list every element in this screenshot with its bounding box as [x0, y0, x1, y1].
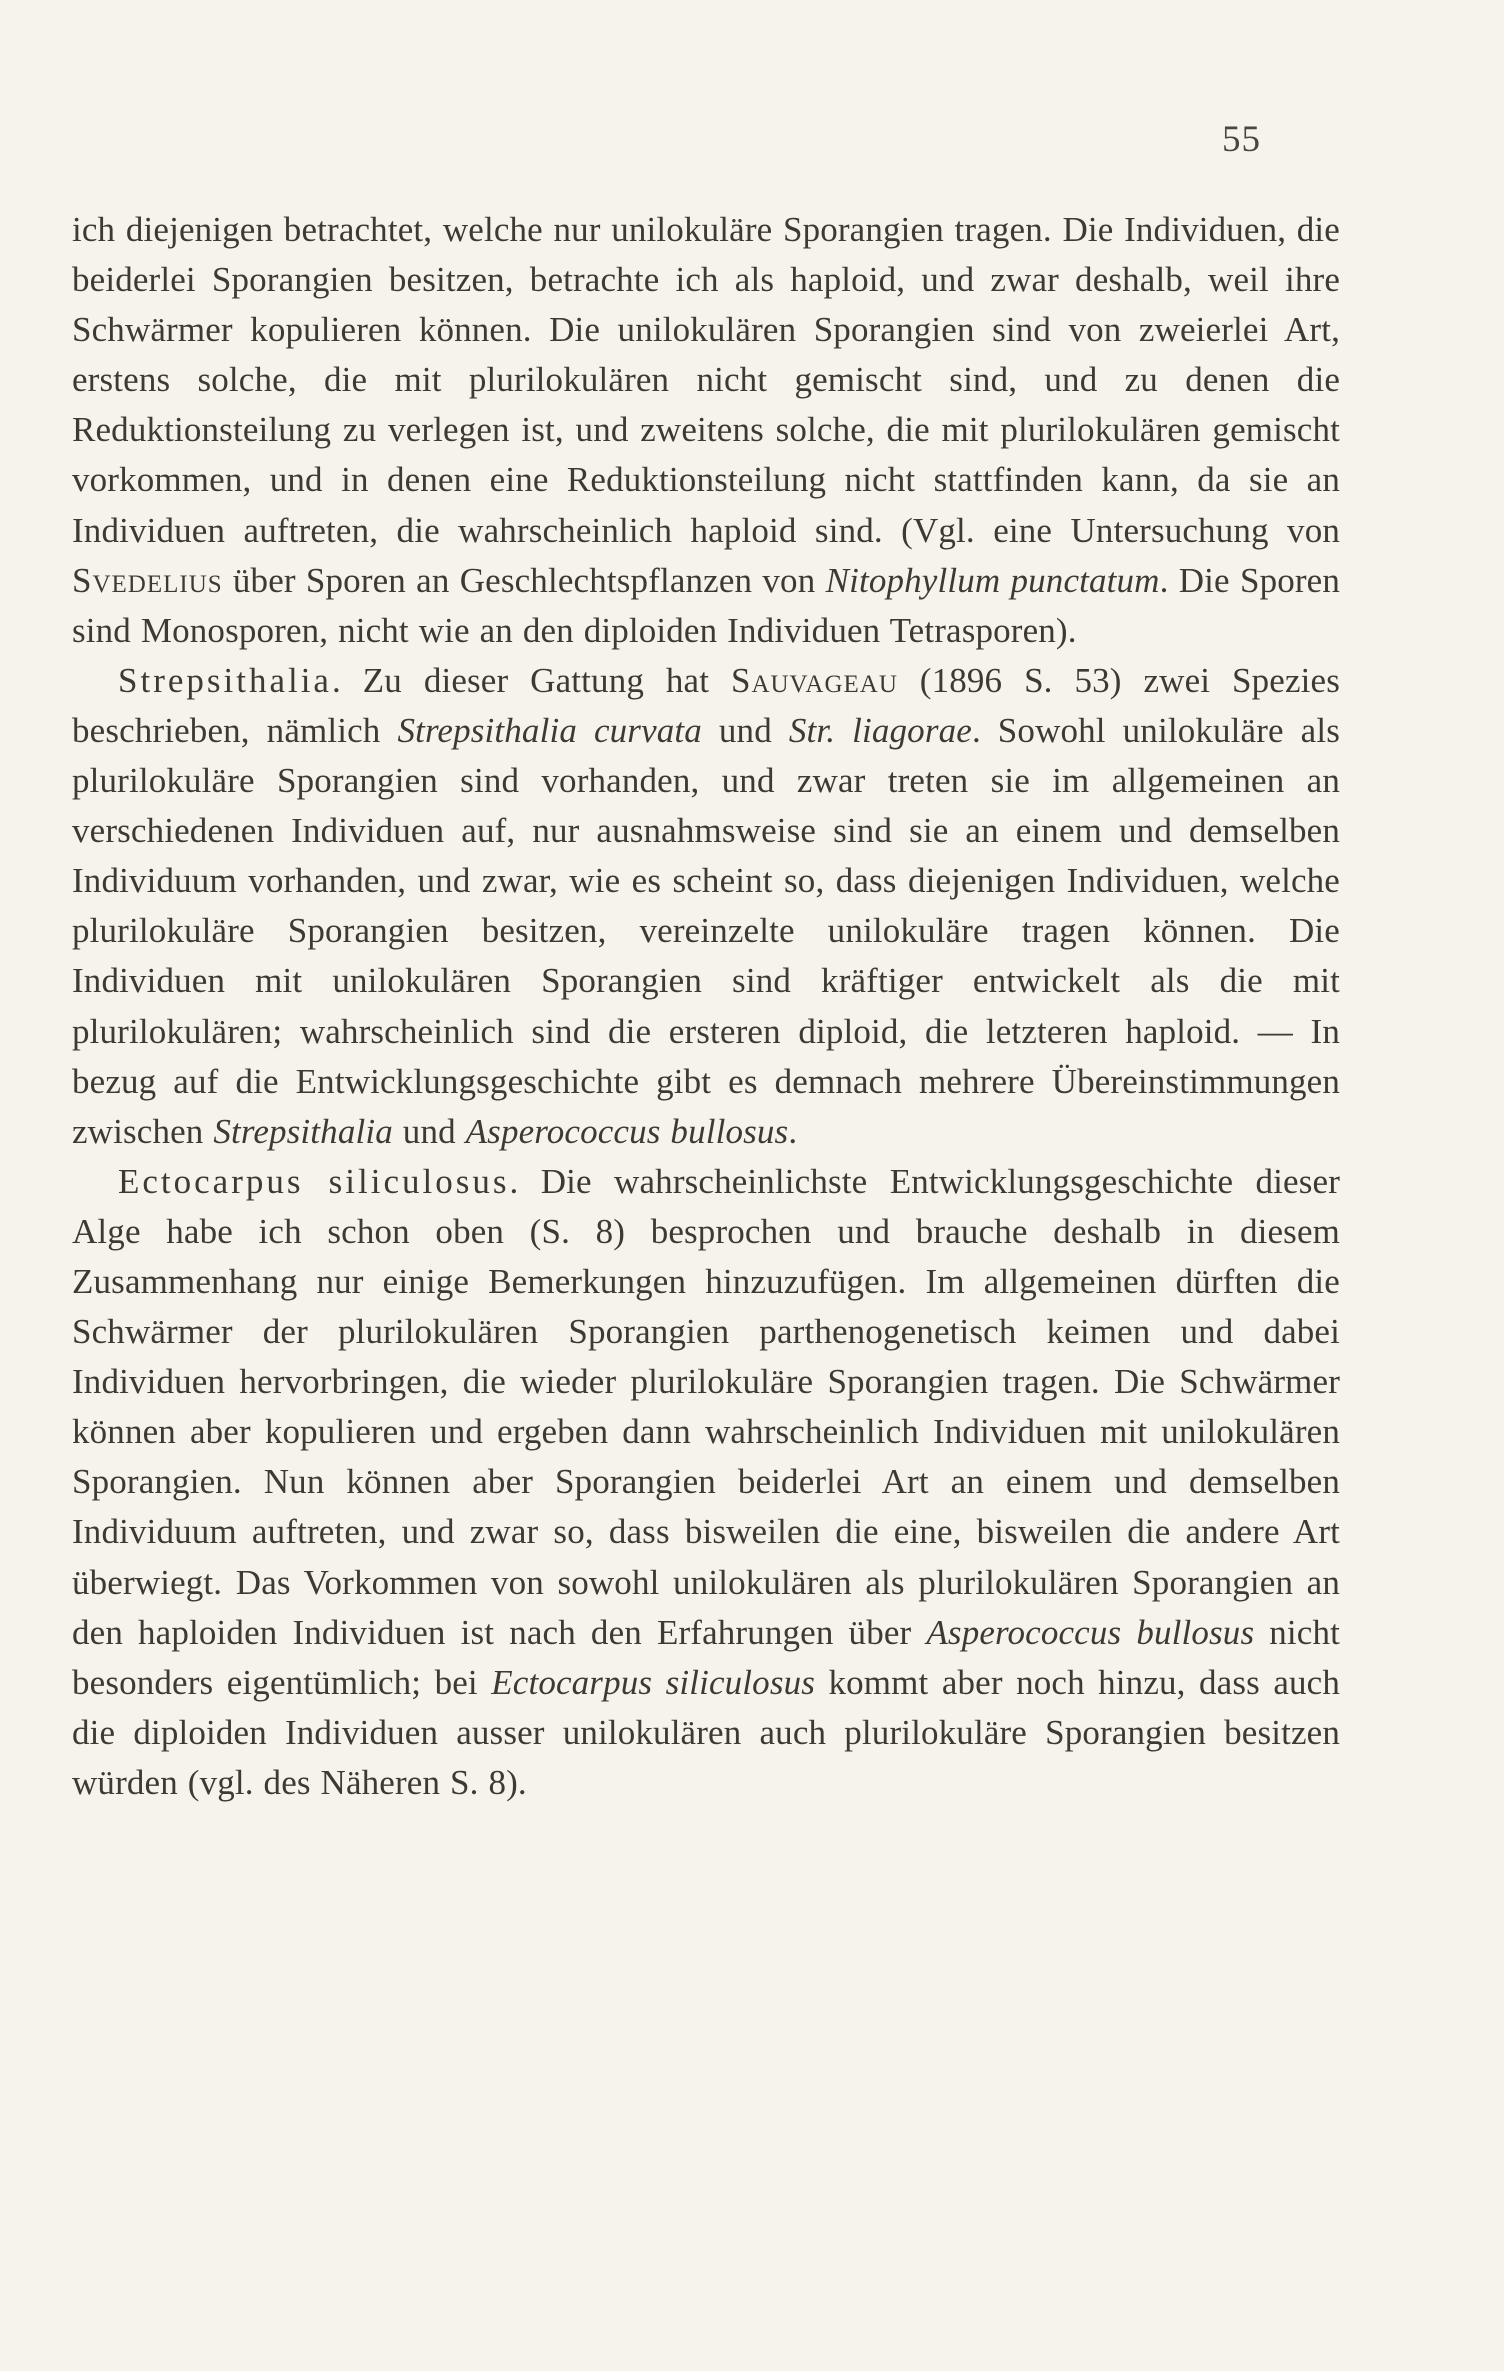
species-name: Asperococcus bullosus: [926, 1612, 1255, 1652]
species-name: Asperococcus bullosus: [465, 1111, 789, 1151]
text-run: kommt aber noch hinzu, dass auch die diploiden Individuen ausser unilokulären auch plurilokuläre Sporangien besitzen würden (vgl. des Näheren S. 8).: [72, 1662, 1340, 1802]
species-name: Strepsithalia curvata: [397, 710, 702, 750]
genus-heading: Strepsithalia: [118, 660, 332, 700]
body-text: [72, 205, 1340, 1808]
text-run: . Zu dieser Gattung hat: [331, 660, 731, 700]
paragraph-3: [72, 1157, 1340, 1808]
species-heading: Ectocarpus siliculosus: [118, 1161, 510, 1201]
text-run: (1896 S. 53) zwei Spezies beschrieben, nämlich: [72, 660, 1340, 750]
text-run: und: [701, 710, 789, 750]
text-run: ich diejenigen betrachtet, welche nur unilokuläre Sporangien tragen. Die Individuen, die beiderlei Sporangien besitzen, betrachte ich als haploid, und zwar deshalb, weil ihre Schwärmer kopulieren können. Die unilokulären Sporangien sind von zweierlei Art, erstens solche, die mit plurilokulären nicht gemischt sind, und zu denen die Reduktionsteilung zu verlegen ist, und zweitens solche, die mit plurilokulären gemischt vorkommen, und in denen eine Reduktionsteilung nicht stattfinden kann, da sie an Individuen auftreten, die wahrscheinlich haploid sind. (Vgl. eine Untersuchung von: [72, 210, 1340, 550]
text-run: . Die Sporen sind Monosporen, nicht wie an den diploiden Individuen Tetrasporen).: [72, 560, 1341, 650]
page-number: 55: [1222, 119, 1261, 160]
text-run: .: [788, 1111, 798, 1151]
paragraph-2: [72, 656, 1340, 1157]
paragraph-1: [72, 205, 1340, 656]
text-run: . Die wahrscheinlichste Entwicklungsgeschichte dieser Alge habe ich schon oben (S. 8) besprochen und brauche deshalb in diesem Zusammenhang nur einige Bemerkungen hinzuzufügen. Im allgemeinen dürften die Schwärmer der plurilokulären Sporangien parthenogenetisch keimen und dabei Individuen hervorbringen, die wieder plurilokuläre Sporangien tragen. Die Schwärmer können aber kopulieren und ergeben dann wahrscheinlich Individuen mit unilokulären Sporangien. Nun können aber Sporangien beiderlei Art an einem und demselben Individuum auftreten, und zwar so, dass bisweilen die eine, bisweilen die andere Art überwiegt. Das Vorkommen von sowohl unilokulären als plurilokulären Sporangien an den haploiden Individuen ist nach den Erfahrungen über: [72, 1161, 1340, 1652]
species-name: Ectocarpus siliculosus: [491, 1662, 816, 1702]
text-run: nicht besonders eigentümlich; bei: [72, 1612, 1341, 1702]
species-name: Str. liagorae: [788, 710, 972, 750]
species-name: Nitophyllum punctatum: [825, 560, 1160, 600]
author-name: Svedelius: [72, 560, 223, 600]
text-run: über Sporen an Geschlechtspflanzen von: [222, 560, 826, 600]
text-run: und: [392, 1111, 466, 1151]
author-name: Sauvageau: [730, 660, 898, 700]
species-name: Strepsithalia: [213, 1111, 393, 1151]
text-run: . Sowohl unilokuläre als plurilokuläre Sporangien sind vorhanden, und zwar treten sie im allgemeinen an verschiedenen Individuen auf, nur ausnahmsweise sind sie an einem und demselben Individuum vorhanden, und zwar, wie es scheint so, dass diejenigen Individuen, welche plurilokuläre Sporangien besitzen, vereinzelte unilokuläre tragen können. Die Individuen mit unilokulären Sporangien sind kräftiger entwickelt als die mit plurilokulären; wahrscheinlich sind die ersteren diploid, die letzteren haploid. — In bezug auf die Entwicklungsgeschichte gibt es demnach mehrere Übereinstimmungen zwischen: [72, 710, 1341, 1151]
